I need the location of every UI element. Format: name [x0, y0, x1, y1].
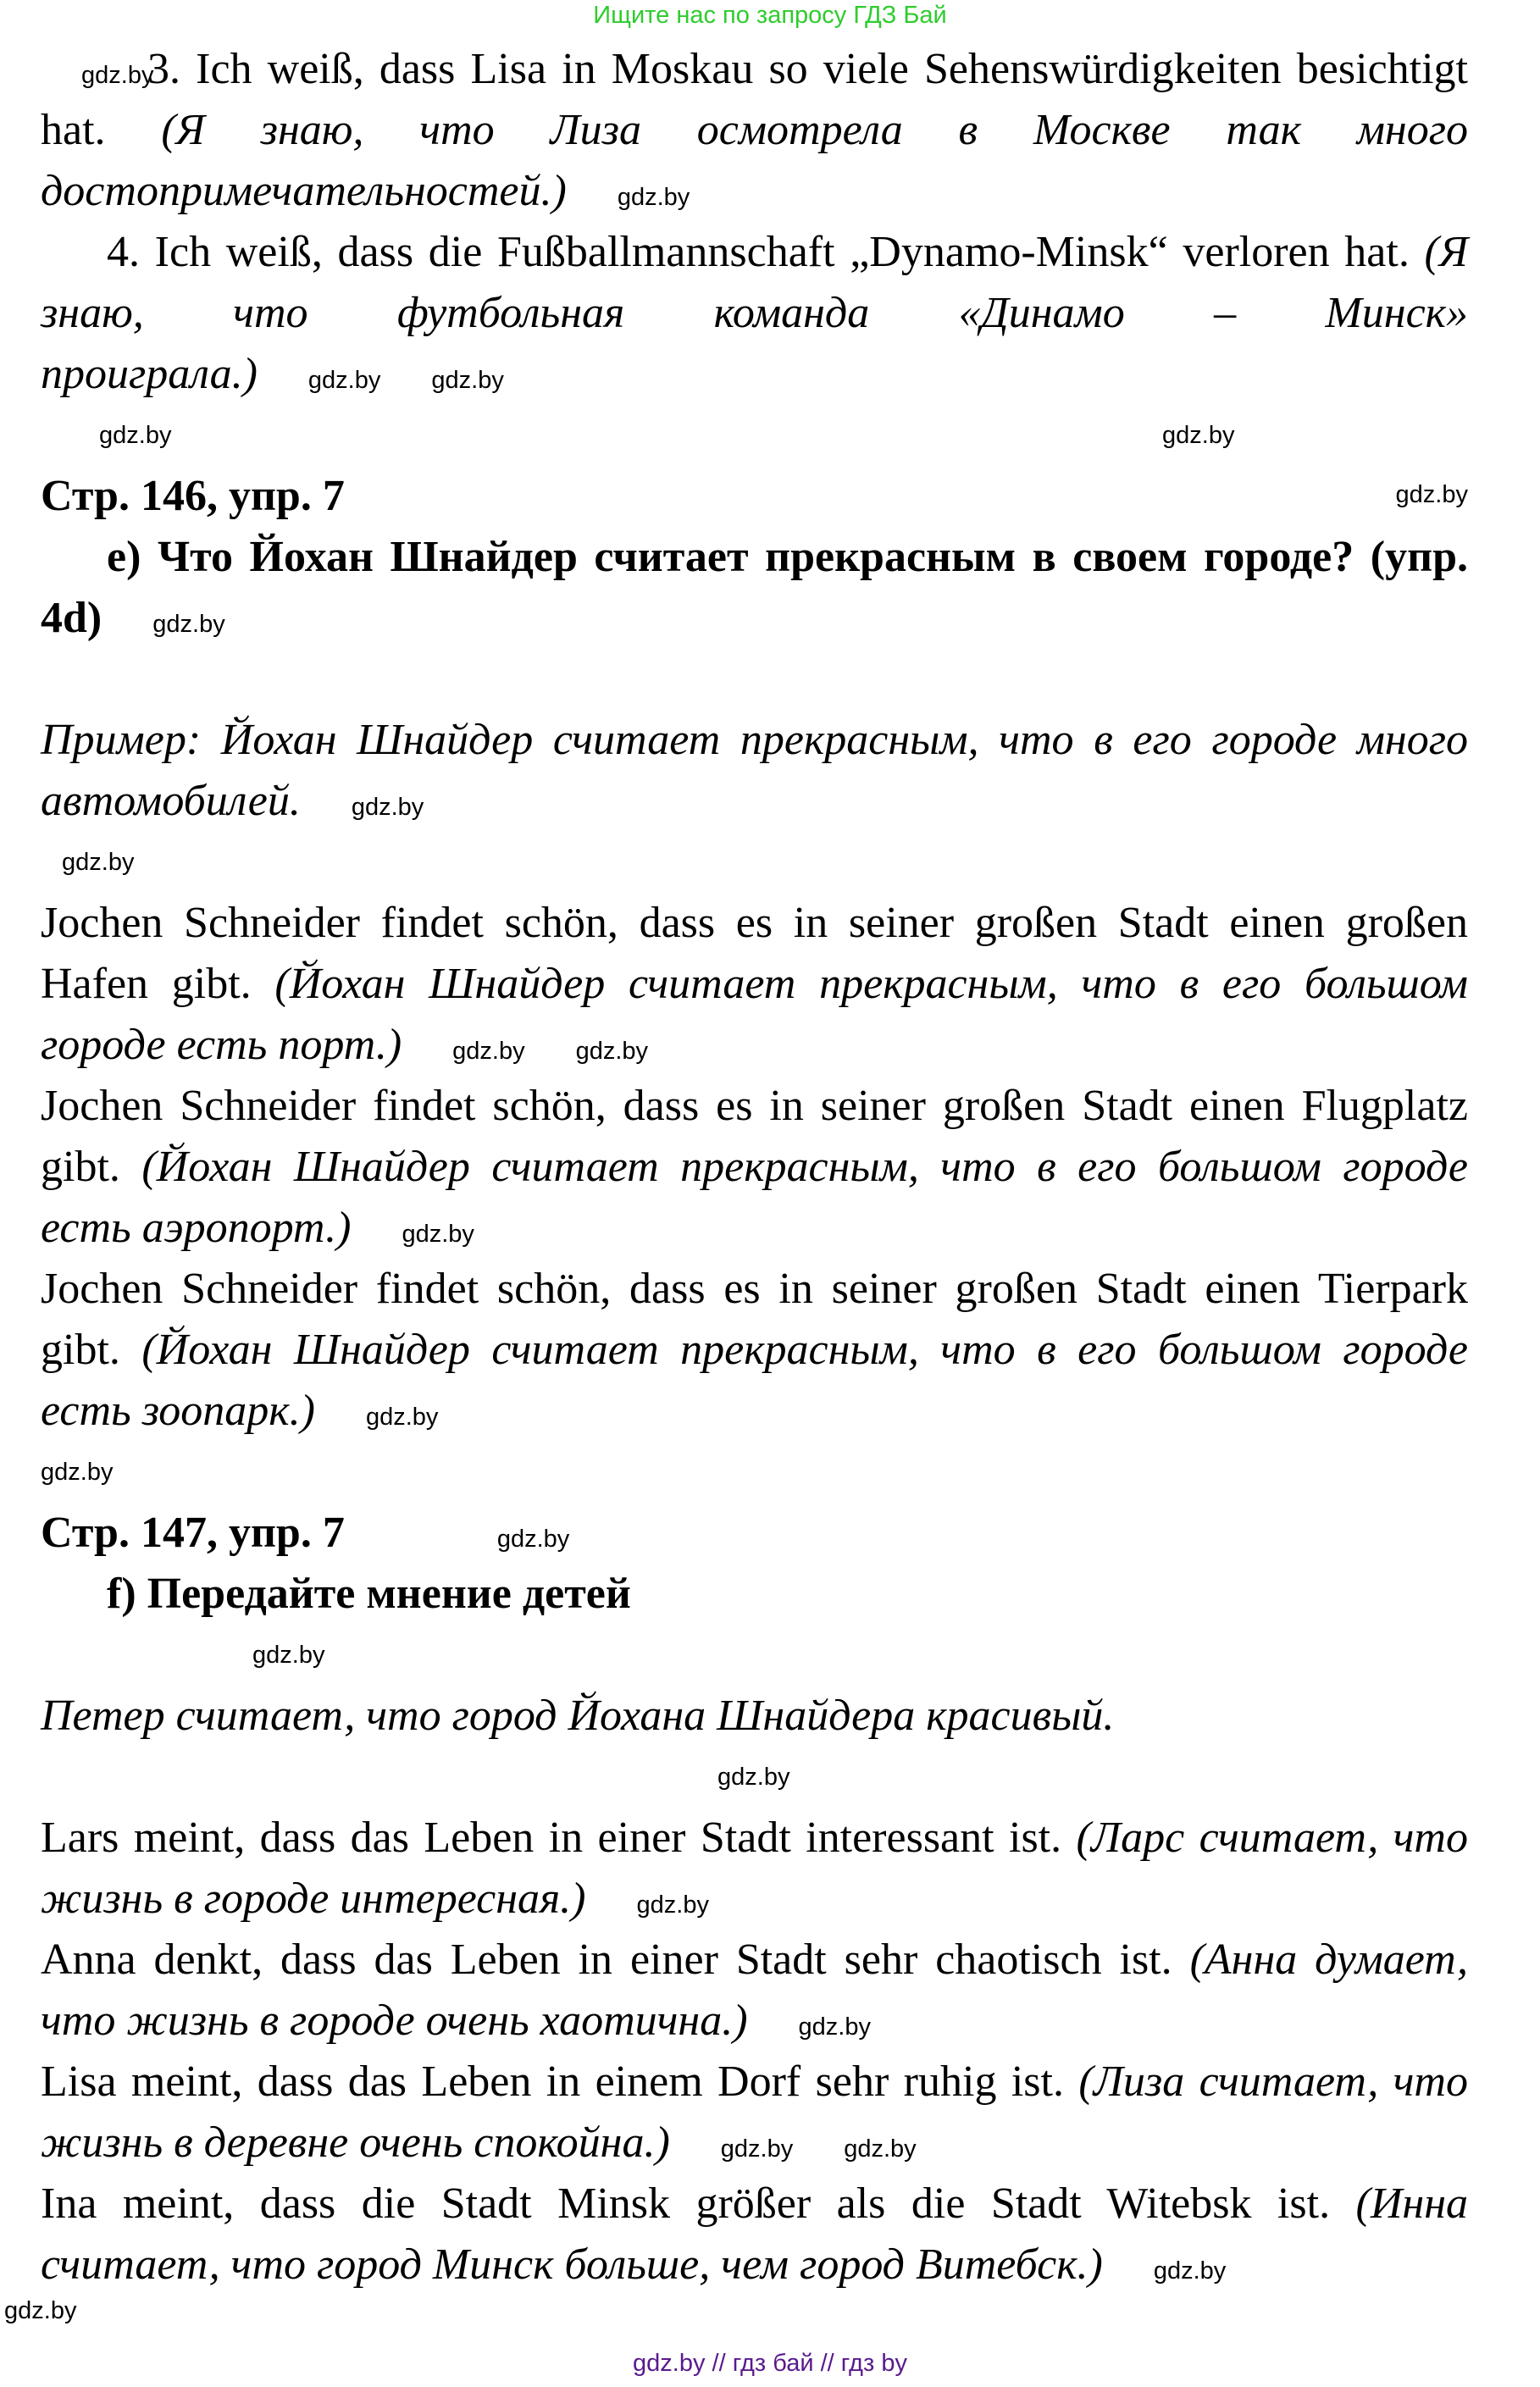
section-heading-146 — [41, 466, 1468, 527]
watermark: gdz.by — [62, 849, 135, 876]
watermark: gdz.by — [720, 2135, 794, 2163]
spacer — [41, 649, 1468, 710]
spacer — [41, 832, 1468, 893]
german-text: 4. Ich weiß, dass die Fußballmannschaft „Dynamo-Minsk“ verloren hat. — [107, 228, 1425, 276]
german-text: Lisa meint, dass das Leben in einem Dorf sehr ruhig ist. — [41, 2057, 1079, 2106]
answer — [41, 1808, 1468, 1930]
russian-translation: (Йохан Шнайдер считает прекрасным, что в его большом городе есть зоопарк.) — [41, 1326, 1468, 1435]
german-text: Anna denkt, dass das Leben in einer Stadt sehr chaotisch ist. — [41, 1936, 1190, 1984]
german-text: Lars meint, dass das Leben in einer Stadt interessant ist. — [41, 1814, 1077, 1862]
watermark: gdz.by — [1153, 2257, 1227, 2285]
german-text: Ina meint, dass die Stadt Minsk größer als die Stadt Witebsk ist. — [41, 2179, 1356, 2228]
russian-translation: (Ларс считает, что жизнь в городе интересная.) — [41, 1814, 1468, 1923]
german-text: 3. Ich weiß, dass Lisa in Moskau so viele Sehenswürdigkeiten besichtigt hat. — [41, 45, 1468, 154]
item-4 — [41, 222, 1468, 405]
spacer — [41, 1442, 1468, 1503]
german-text: Jochen Schneider findet schön, dass es in seiner großen Stadt einen Tierpark gibt. — [41, 1265, 1468, 1374]
watermark: gdz.by — [844, 2135, 917, 2163]
answers-f — [41, 1808, 1468, 2296]
item-3 — [41, 39, 1468, 222]
watermark: gdz.by — [636, 1891, 709, 1919]
answer — [41, 2174, 1468, 2296]
footer-links[interactable]: gdz.by // гдз бай // гдз by — [633, 2350, 907, 2377]
search-hint-banner[interactable]: Ищите нас по запросу ГДЗ Бай — [593, 2, 947, 29]
watermark: gdz.by — [307, 367, 381, 394]
example-f: Петер считает, что город Йохана Шнайдера красивый. — [41, 1692, 1115, 1740]
spacer — [41, 1747, 1468, 1808]
russian-translation: (Анна думает, что жизнь в городе очень хаотична.) — [41, 1936, 1468, 2045]
russian-translation: (Я знаю, что футбольная команда «Динамо – Минск» проиграла.) — [41, 228, 1468, 398]
german-text: Jochen Schneider findet schön, dass es in seiner großen Stadt einen Flugplatz gibt. — [41, 1082, 1468, 1191]
answer — [41, 1076, 1468, 1259]
russian-translation: (Лиза считает, что жизнь в деревне очень спокойна.) — [41, 2057, 1468, 2167]
answer — [41, 2052, 1468, 2174]
task-text: е) Что Йохан Шнайдер считает прекрасным в своем городе? (упр. 4d) — [41, 533, 1468, 642]
russian-translation: (Йохан Шнайдер считает прекрасным, что в его большом городе есть порт.) — [41, 960, 1468, 1069]
watermark: gdz.by — [365, 1404, 439, 1431]
task-f: f) Передайте мнение детей — [107, 1570, 631, 1618]
section-heading-147 — [41, 1503, 1468, 1564]
watermark: gdz.by — [81, 62, 154, 89]
section-heading-text: Стр. 146, упр. 7 — [41, 472, 345, 520]
german-text: Jochen Schneider findet schön, dass es in seiner großen Stadt einen großen Hafen gibt. — [41, 899, 1468, 1008]
watermark: gdz.by — [351, 794, 424, 821]
watermark: gdz.by — [717, 1764, 790, 1791]
example-text: Пример: Йохан Шнайдер считает прекрасным, что в его городе много автомобилей. — [41, 716, 1468, 825]
watermark: gdz.by — [452, 1038, 525, 1065]
task-e — [41, 527, 1468, 649]
watermark: gdz.by — [431, 367, 504, 394]
watermark: gdz.by — [798, 2013, 871, 2041]
section-heading-text: Стр. 147, упр. 7 — [41, 1509, 345, 1557]
answer — [41, 1259, 1468, 1442]
watermark: gdz.by — [252, 1642, 325, 1669]
spacer — [41, 1625, 1468, 1686]
spacer — [4, 2296, 1468, 2329]
answer — [41, 1930, 1468, 2052]
watermark: gdz.by — [99, 422, 172, 449]
document-body — [4, 0, 1468, 2329]
watermark: gdz.by — [152, 611, 225, 638]
russian-translation: (Инна считает, что город Минск больше, чем город Витебск.) — [41, 2179, 1468, 2289]
russian-translation: (Я знаю, что Лиза осмотрела в Москве так много достопримечательностей.) — [41, 106, 1468, 215]
example-e — [41, 710, 1468, 832]
watermark: gdz.by — [402, 1221, 474, 1248]
watermark: gdz.by — [617, 184, 690, 211]
spacer — [41, 405, 1468, 466]
watermark: gdz.by — [496, 1526, 570, 1553]
watermark: gdz.by — [4, 2297, 77, 2324]
russian-translation: (Йохан Шнайдер считает прекрасным, что в его большом городе есть аэропорт.) — [41, 1143, 1468, 1252]
watermark: gdz.by — [1395, 481, 1468, 508]
answers-e — [41, 893, 1468, 1442]
watermark: gdz.by — [1162, 422, 1235, 449]
answer — [41, 893, 1468, 1076]
watermark: gdz.by — [575, 1038, 649, 1065]
watermark: gdz.by — [41, 1459, 114, 1486]
